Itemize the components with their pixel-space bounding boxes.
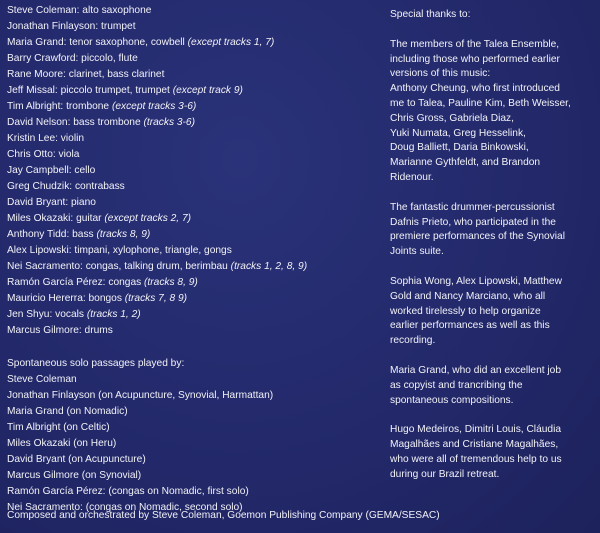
thanks-line: me to Talea, Pauline Kim, Beth Weisser,	[390, 97, 571, 109]
thanks-line: Chris Gross, Gabriela Diaz,	[390, 112, 514, 124]
personnel-text: Mauricio Hererra: bongos	[7, 293, 125, 304]
personnel-text: Miles Okazaki: guitar	[7, 213, 105, 224]
personnel-text: Barry Crawford: piccolo, flute	[7, 53, 138, 64]
solo-line: Tim Albright (on Celtic)	[7, 422, 110, 433]
track-note: (tracks 3-6)	[143, 117, 195, 128]
solo-line: Steve Coleman	[7, 374, 77, 385]
thanks-paragraphs	[390, 38, 595, 483]
personnel-line	[7, 323, 382, 339]
track-note: (except tracks 2, 7)	[104, 213, 192, 224]
track-note: (tracks 1, 2)	[86, 309, 141, 320]
track-note: (except tracks 3-6)	[111, 101, 197, 112]
personnel-text: Jeff Missal: piccolo trumpet, trumpet	[7, 85, 173, 96]
thanks-line: Marianne Gythfeldt, and Brandon	[390, 157, 541, 169]
personnel-line	[7, 291, 382, 307]
personnel-text: Chris Otto: viola	[7, 149, 80, 160]
track-note: (tracks 1, 2, 8, 9)	[230, 261, 308, 272]
section-gap	[7, 339, 382, 356]
personnel-line	[7, 227, 382, 243]
personnel-text: Nei Sacramento: congas, talking drum, berimbau	[7, 261, 231, 272]
personnel-text: Maria Grand: tenor saxophone, cowbell	[7, 37, 188, 48]
thanks-line: Maria Grand, who did an excellent job	[390, 364, 562, 376]
solo-line: Marcus Gilmore (on Synovial)	[7, 470, 142, 481]
thanks-line: The members of the Talea Ensemble,	[390, 38, 560, 50]
personnel-text: Anthony Tidd: bass	[7, 229, 97, 240]
personnel-text: Alex Lipowski: timpani, xylophone, triangle, gongs	[7, 245, 232, 256]
thanks-line: Joints suite.	[390, 246, 444, 258]
solo-line: Nei Sacramento: (congas on Nomadic, second solo)	[7, 502, 243, 513]
solo-line: Miles Okazaki (on Heru)	[7, 438, 117, 449]
track-note: (tracks 7, 8 9)	[124, 293, 188, 304]
thanks-paragraph	[390, 275, 595, 349]
personnel-text: Tim Albright: trombone	[7, 101, 112, 112]
personnel-line	[7, 83, 382, 99]
thanks-line: spontaneous compositions.	[390, 394, 514, 406]
personnel-line	[7, 3, 382, 19]
personnel-line	[7, 115, 382, 131]
thanks-line: including those who performed earlier	[390, 53, 560, 65]
thanks-line: Gold and Nancy Marciano, who all	[390, 290, 546, 302]
thanks-line: Hugo Medeiros, Dimitri Louis, Cláudia	[390, 424, 561, 436]
personnel-text: Kristin Lee: violin	[7, 133, 85, 144]
personnel-text: Marcus Gilmore: drums	[7, 325, 113, 336]
personnel-line	[7, 275, 382, 291]
solo-line: Jonathan Finlayson (on Acupuncture, Synovial, Harmattan)	[7, 390, 274, 401]
personnel-line	[7, 195, 382, 211]
personnel-line	[7, 19, 382, 35]
thanks-heading: Special thanks to:	[390, 9, 471, 20]
personnel-line	[7, 35, 382, 51]
thanks-line: as copyist and trancribing the	[390, 379, 523, 391]
thanks-line: premiere performances of the Synovial	[390, 231, 565, 243]
personnel-text: Jen Shyu: vocals	[7, 309, 87, 320]
personnel-line	[7, 131, 382, 147]
track-note: (tracks 8, 9)	[144, 277, 198, 288]
personnel-line	[7, 211, 382, 227]
personnel-text: David Nelson: bass trombone	[7, 117, 144, 128]
personnel-line	[7, 243, 382, 259]
thanks-line: Magalhães and Cristiane Magalhães,	[390, 439, 559, 451]
personnel-text: Steve Coleman: alto saxophone	[7, 5, 152, 16]
personnel-list	[7, 3, 382, 339]
personnel-text: Jay Campbell: cello	[7, 165, 96, 176]
personnel-line	[7, 307, 382, 323]
thanks-paragraph	[390, 423, 595, 482]
personnel-text: Rane Moore: clarinet, bass clarinet	[7, 69, 165, 80]
thanks-paragraph	[390, 201, 595, 260]
solo-line: Ramón García Pérez: (congas on Nomadic, first solo)	[7, 486, 249, 497]
solos-heading: Spontaneous solo passages played by:	[7, 358, 185, 369]
thanks-line: Ridenour.	[390, 171, 434, 183]
personnel-text: Ramón García Pérez: congas	[7, 277, 145, 288]
track-note: (except tracks 1, 7)	[187, 37, 275, 48]
solo-line: David Bryant (on Acupuncture)	[7, 454, 146, 465]
thanks-column	[390, 8, 595, 498]
personnel-line	[7, 179, 382, 195]
thanks-line: The fantastic drummer-percussionist	[390, 201, 555, 213]
composer-credit: Composed and orchestrated by Steve Coleman, Goemon Publishing Company (GEMA/SESAC)	[7, 510, 440, 521]
thanks-line: Anthony Cheung, who first introduced	[390, 83, 560, 95]
thanks-line: worked tirelessly to help organize	[390, 305, 541, 317]
track-note: (tracks 8, 9)	[96, 229, 151, 240]
credits-column	[7, 3, 382, 516]
personnel-line	[7, 51, 382, 67]
personnel-line	[7, 67, 382, 83]
thanks-line: during our Brazil retreat.	[390, 468, 500, 480]
personnel-text: Jonathan Finlayson: trumpet	[7, 21, 136, 32]
personnel-line	[7, 163, 382, 179]
personnel-text: David Bryant: piano	[7, 197, 96, 208]
personnel-line	[7, 259, 382, 275]
thanks-line: Yuki Numata, Greg Hesselink,	[390, 127, 526, 139]
thanks-paragraph	[390, 364, 595, 408]
thanks-line: recording.	[390, 335, 436, 347]
solo-line: Maria Grand (on Nomadic)	[7, 406, 128, 417]
thanks-line: Sophia Wong, Alex Lipowski, Matthew	[390, 275, 562, 287]
track-note: (except track 9)	[172, 85, 243, 96]
personnel-line	[7, 147, 382, 163]
thanks-line: who were all of tremendous help to us	[390, 453, 562, 465]
thanks-line: Dafnis Prieto, who participated in the	[390, 216, 556, 228]
thanks-paragraph	[390, 38, 595, 186]
personnel-text: Greg Chudzik: contrabass	[7, 181, 125, 192]
personnel-line	[7, 99, 382, 115]
thanks-line: earlier performances as well as this	[390, 320, 550, 332]
solos-list	[7, 372, 382, 516]
thanks-line: versions of this music:	[390, 68, 491, 80]
thanks-line: Doug Balliett, Daria Binkowski,	[390, 142, 529, 154]
